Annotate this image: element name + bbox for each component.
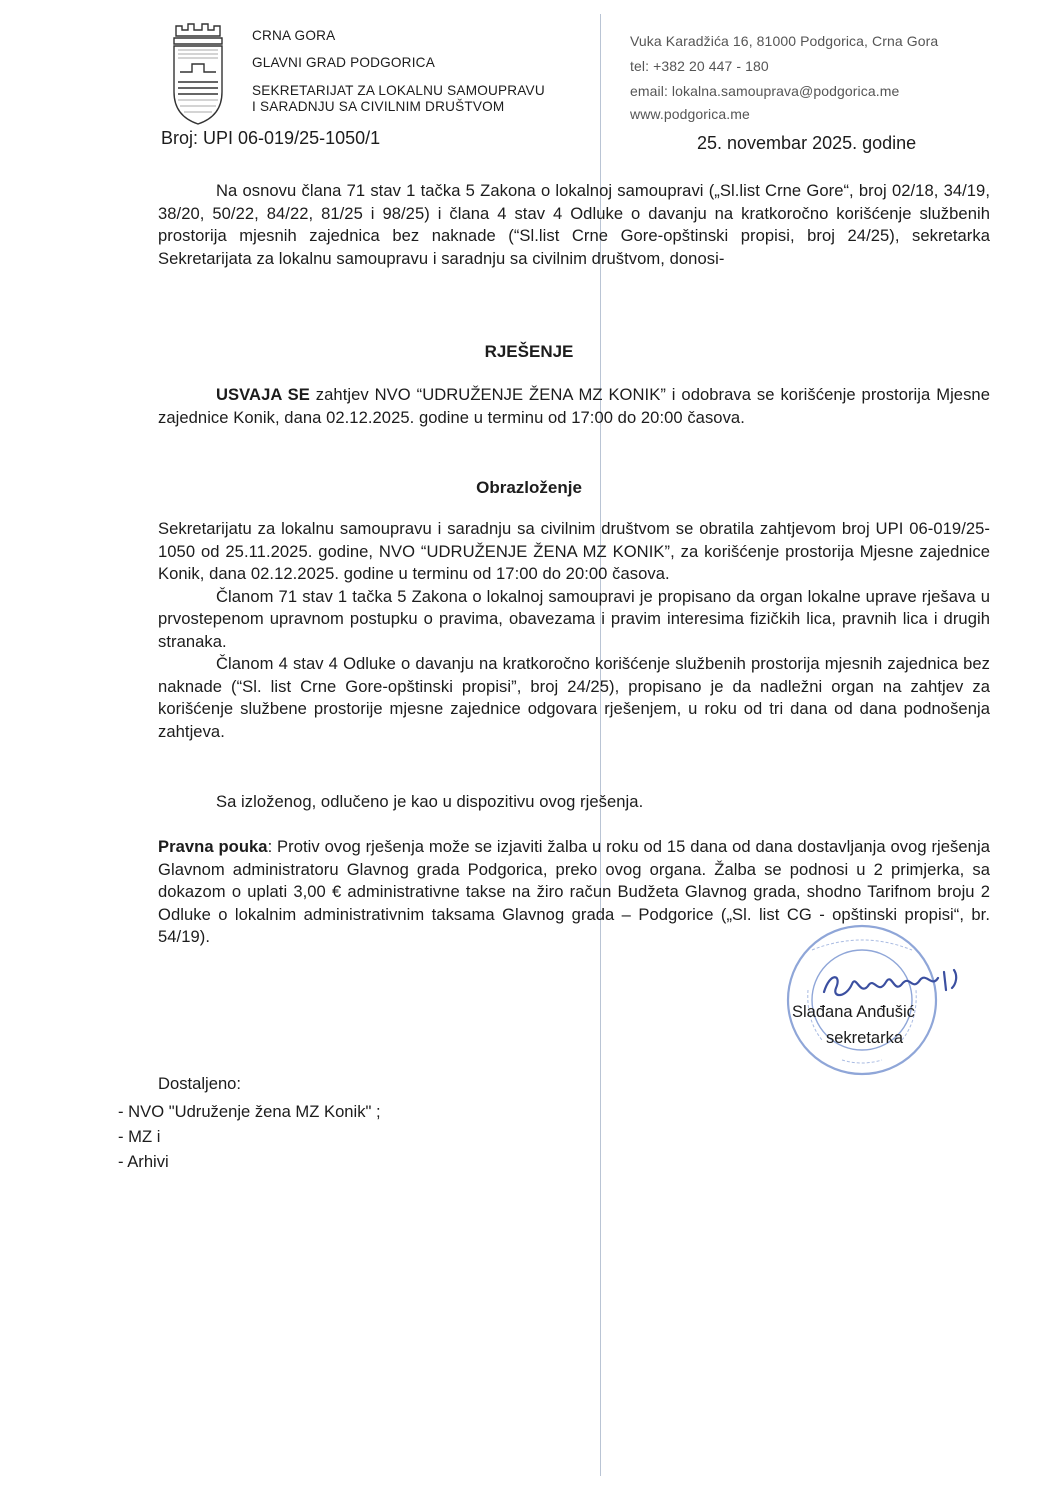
header-website: www.podgorica.me	[630, 106, 750, 122]
conclusion-text: Sa izloženog, odlučeno je kao u dispozitivu ovog rješenja.	[216, 792, 644, 811]
explanation-p1: Sekretarijatu za lokalnu samoupravu i saradnju sa civilnim društvom se obratila zahtjevom broj UPI 06-019/25-1050 od 25.11.2025. godine, NVO “UDRUŽENJE ŽENA MZ KONIK”, za korišćenje prostorija Mjesne zajednice Konik, dana 02.12.2025. godine u terminu od 17:00 do 20:00 časova.	[158, 519, 990, 583]
decision-lead: USVAJA SE	[216, 385, 310, 404]
explanation-p3: Članom 4 stav 4 Odluke o davanju na kratkoročno korišćenje službenih prostorija mjesnih zajednica bez naknade (“Sl. list Crne Gore-opštinski propisi”, broj 24/25), propisano je da nadležni organ na zahtjev za korišćenje službene prostorije mjesne zajednice odgovara rješenjem, u roku od tri dana od dana podnošenja zahtjeva.	[158, 654, 990, 741]
header-secretariat-line1: SEKRETARIJAT ZA LOKALNU SAMOUPRAVU	[252, 83, 545, 98]
city-crest-icon	[168, 22, 228, 126]
header-city: GLAVNI GRAD PODGORICA	[252, 55, 435, 70]
header-secretariat-line2: I SARADNJU SA CIVILNIM DRUŠTVOM	[252, 99, 505, 114]
distribution-label: Dostaljeno:	[158, 1074, 242, 1093]
header-phone: tel: +382 20 447 - 180	[630, 58, 769, 74]
decision-text: zahtjev NVO “UDRUŽENJE ŽENA MZ KONIK” i odobrava se korišćenje prostorija Mjesne zajednice Konik, dana 02.12.2025. godine u terminu od 17:00 do 20:00 časova.	[158, 385, 990, 427]
distribution-item: - NVO "Udruženje žena MZ Konik" ;	[118, 1102, 381, 1121]
document-date: 25. novembar 2025. godine	[697, 133, 917, 153]
explanation-section	[158, 518, 990, 743]
legal-remedy-label: Pravna pouka	[158, 837, 268, 856]
decision-title: RJEŠENJE	[484, 342, 574, 361]
signatory-title: sekretarka	[826, 1029, 904, 1047]
conclusion-paragraph	[158, 791, 990, 814]
distribution-item: - MZ i	[118, 1127, 161, 1146]
explanation-title: Obrazloženje	[476, 478, 582, 497]
intro-text: Na osnovu člana 71 stav 1 tačka 5 Zakona o lokalnoj samoupravi („Sl.list Crne Gore“, broj 02/18, 34/19, 38/20, 50/22, 84/22, 81/25 i 98/25) i člana 4 stav 4 Odluke o davanju na kratkoročno korišćenje službenih prostorija mjesnih zajednica bez naknade (“Sl.list Crne Gore-opštinski propisi, broj 24/25), sekretarka Sekretarijata za lokalnu samoupravu i saradnju sa civilnim društvom, donosi-	[158, 181, 990, 268]
legal-remedy-text: : Protiv ovog rješenja može se izjaviti žalba u roku od 15 dana od dana dostavljanja ovog rješenja Glavnom administratoru Glavnog grada Podgorica, preko ovog organa. Žalba se podnosi u 2 primjerka, sa dokazom o uplati 3,00 € administrativne takse na žiro račun Budžeta Glavnog grada, shodno Tarifnom broju 2 Odluke o lokalnim administrativnim taksama Glavnog grada – Podgorice („Sl. list CG - opštinski propisi“, br. 54/19).	[158, 837, 990, 946]
intro-paragraph	[158, 180, 990, 270]
decision-paragraph	[158, 384, 990, 429]
header-country: CRNA GORA	[252, 28, 336, 43]
reference-number: Broj: UPI 06-019/25-1050/1	[161, 128, 381, 148]
header-address: Vuka Karadžića 16, 81000 Podgorica, Crna Gora	[630, 33, 939, 49]
distribution-item: - Arhivi	[118, 1152, 169, 1171]
signatory-name: Slađana Anđušić	[792, 1003, 915, 1021]
header-email: email: lokalna.samouprava@podgorica.me	[630, 83, 900, 99]
explanation-p2: Članom 71 stav 1 tačka 5 Zakona o lokalnoj samoupravi je propisano da organ lokalne uprave rješava u prvostepenom upravnom postupku o pravima, obavezama i pravim interesima fizičkih lica, pravnih lica i drugih stranaka.	[158, 586, 990, 651]
